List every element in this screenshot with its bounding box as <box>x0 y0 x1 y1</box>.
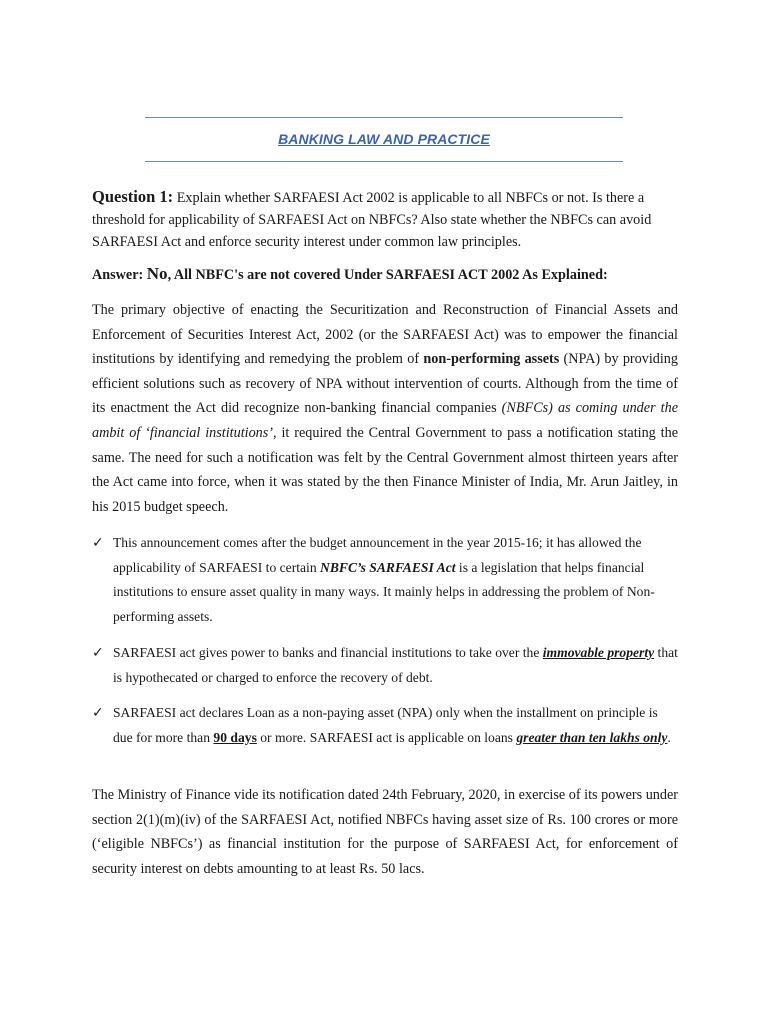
answer-prefix: Answer: <box>92 267 147 283</box>
bullet-item <box>92 531 678 629</box>
bullet-emphasis: immovable property <box>542 645 655 660</box>
title-bottom-rule <box>145 161 623 162</box>
bullet-text <box>113 641 678 690</box>
paragraph-objective <box>92 298 678 519</box>
paragraph-notification: The Ministry of Finance vide its notification dated 24th February, 2020, in exercise of its powers under section 2(1)(m)(iv) of the SARFAESI Act, notified NBFCs having asset size of Rs. 100 crores or more (‘eligible NBFCs’) as financial institution for the purpose of SARFAESI Act, for enforcement of security interest on debts amounting to at least Rs. 50 lacs. <box>92 787 678 877</box>
npa-bold-text: non-performing assets <box>423 351 560 368</box>
bullet-text-part: . <box>667 729 671 745</box>
paragraph-text: (NPA) by providing efficient solutions such as recovery of NPA without intervention of courts. Although from the time of its enactment the Act did recognize non-banking financial companies <box>92 351 678 417</box>
nbfc-italic-text: (NBFCs) as coming under the ambit of ‘financial institutions’ <box>92 400 679 441</box>
bullet-text-part: SARFAESI act declares Loan as a non-paying asset (NPA) only when the installment on principle is due for more than <box>113 705 658 745</box>
bullet-emphasis: 90 days <box>213 729 257 745</box>
answer-text: , All NBFC's are not covered Under SARFAESI ACT 2002 As Explained: <box>167 267 608 283</box>
bullet-text-part: is a legislation that helps financial institutions to ensure asset quality in many ways. It mainly helps in addressing the problem of Non-performing assets. <box>113 559 655 624</box>
bullet-text-part: SARFAESI act gives power to banks and financial institutions to take over the <box>113 645 543 660</box>
bullet-text-part: that is hypothecated or charged to enforce the recovery of debt. <box>113 645 678 685</box>
question-text: Explain whether SARFAESI Act 2002 is applicable to all NBFCs or not. Is there a threshold for applicability of SARFAESI Act on NBFCs? Also state whether the NBFCs can avoid SARFAESI Act and enforce security interest under common law principles. <box>92 190 652 250</box>
bullet-item <box>92 641 678 690</box>
paragraph-text: , it required the Central Government to pass a notification stating the same. The need for such a notification was felt by the Central Government almost thirteen years after the Act came into force, when it was stated by the then Finance Minister of India, Mr. Arun Jaitley, in his 2015 budget speech. <box>92 424 678 515</box>
bullet-text <box>113 701 678 750</box>
bullet-text-part: or more. SARFAESI act is applicable on loans <box>256 729 517 745</box>
bullet-text <box>113 531 678 629</box>
checkmark-icon: ✓ <box>92 535 104 551</box>
bullet-item <box>92 701 678 750</box>
question-label: Question 1: <box>92 187 174 206</box>
title-top-rule <box>145 117 623 118</box>
answer-heading <box>92 263 678 286</box>
answer-no: No <box>146 264 168 283</box>
bullet-emphasis: NBFC’s SARFAESI Act <box>320 559 456 575</box>
checkmark-icon: ✓ <box>92 705 104 721</box>
paragraph-text: The primary objective of enacting the Securitization and Reconstruction of Financial Assets and Enforcement of Securities Interest Act, 2002 (or the SARFAESI Act) was to empower the financial institutions by identifying and remedying the problem of <box>92 302 678 368</box>
bullet-text-part: This announcement comes after the budget announcement in the year 2015-16; it has allowed the applicability of SARFAESI to certain <box>113 535 642 575</box>
bullet-emphasis: greater than ten lakhs only <box>516 729 668 745</box>
question-block <box>92 186 678 253</box>
page-title: BANKING LAW AND PRACTICE <box>278 131 490 147</box>
checkmark-icon: ✓ <box>92 645 104 661</box>
